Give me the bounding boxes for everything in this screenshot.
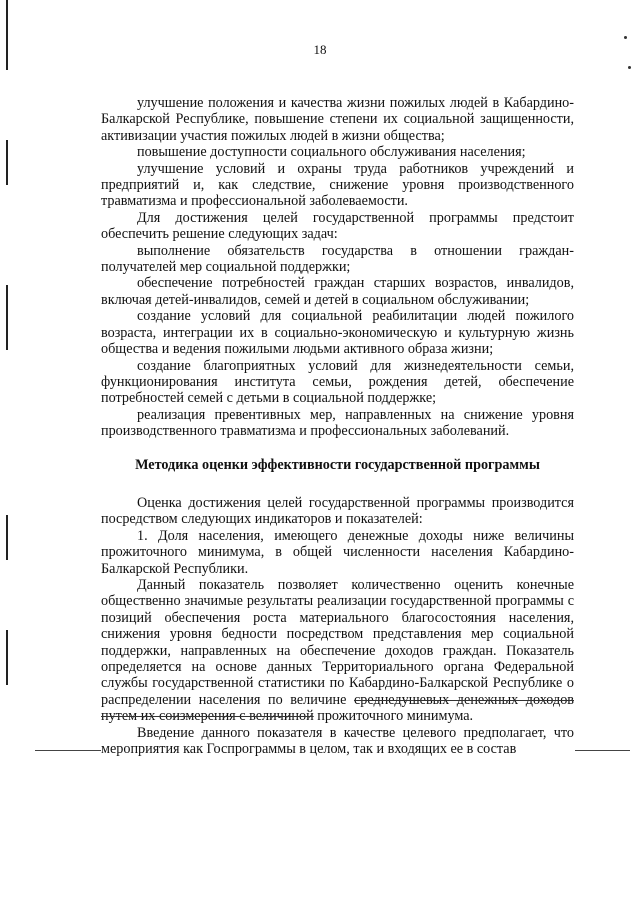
scan-line bbox=[35, 750, 101, 751]
paragraph: реализация превентивных мер, направленных на снижение уровня производственного травматизма и профессиональных заболеваний. bbox=[101, 406, 574, 440]
struck-text: среднедушевых денежных доходов путем их соизмерения с величиной bbox=[101, 691, 574, 725]
scan-speck bbox=[624, 36, 627, 39]
paragraph: выполнение обязательств государства в отношении граждан-получателей мер социальной поддержки; bbox=[101, 242, 574, 276]
paragraph: 1. Доля населения, имеющего денежные доходы ниже величины прожиточного минимума, в общей численности населения Кабардино-Балкарской Республики. bbox=[101, 527, 574, 577]
paragraph-text: прожиточного минимума. bbox=[313, 708, 474, 725]
document-body bbox=[101, 95, 574, 757]
paragraph bbox=[101, 577, 574, 725]
paragraph: Для достижения целей государственной программы предстоит обеспечить решение следующих задач: bbox=[101, 209, 574, 243]
paragraph: улучшение условий и охраны труда работников учреждений и предприятий и, как следствие, снижение уровня производственного травматизма и профессиональной заболеваемости. bbox=[101, 160, 574, 210]
paragraph-text: Данный показатель позволяет количественно оценить конечные общественно значимые результаты реализации государственной программы с позиций обеспечения роста материального благосостояния населения, снижения уровня бедности посредством представления мер социальной поддержки, направленных на обеспечение доходов граждан. Показатель определяется на основе данных Территориального органа Федеральной службы государственной статистики по Кабардино-Балкарской Республике о распределении населения по величине bbox=[101, 576, 574, 708]
scan-edge-mark bbox=[6, 140, 8, 185]
paragraph: улучшение положения и качества жизни пожилых людей в Кабардино-Балкарской Республике, повышение степени их социальной защищенности, активизации участия пожилых людей в жизни общества; bbox=[101, 95, 574, 144]
paragraph: Оценка достижения целей государственной программы производится посредством следующих индикаторов и показателей: bbox=[101, 494, 574, 528]
paragraph: создание благоприятных условий для жизнедеятельности семьи, функционирования института семьи, рождения детей, обеспечение потребностей семей с детьми в социальной поддержке; bbox=[101, 357, 574, 407]
scan-edge-mark bbox=[6, 285, 8, 350]
paragraph: Введение данного показателя в качестве целевого предполагает, что мероприятия как Госпрограммы в целом, так и входящих ее в состав bbox=[101, 724, 574, 758]
scan-edge-mark bbox=[6, 630, 8, 685]
section-heading: Методика оценки эффективности государственной программы bbox=[135, 456, 540, 473]
paragraph: создание условий для социальной реабилитации людей пожилого возраста, интеграции их в социально-экономическую и культурную жизнь общества и ведения пожилыми людьми активного образа жизни; bbox=[101, 308, 574, 358]
paragraph: повышение доступности социального обслуживания населения; bbox=[137, 144, 526, 161]
scan-line bbox=[575, 750, 630, 751]
scan-edge-mark bbox=[6, 0, 8, 70]
scan-speck bbox=[628, 66, 631, 69]
paragraph: обеспечение потребностей граждан старших возрастов, инвалидов, включая детей-инвалидов, семей и детей в социальном обслуживании; bbox=[101, 275, 574, 308]
page-number: 18 bbox=[313, 42, 327, 57]
scan-edge-mark bbox=[6, 515, 8, 560]
